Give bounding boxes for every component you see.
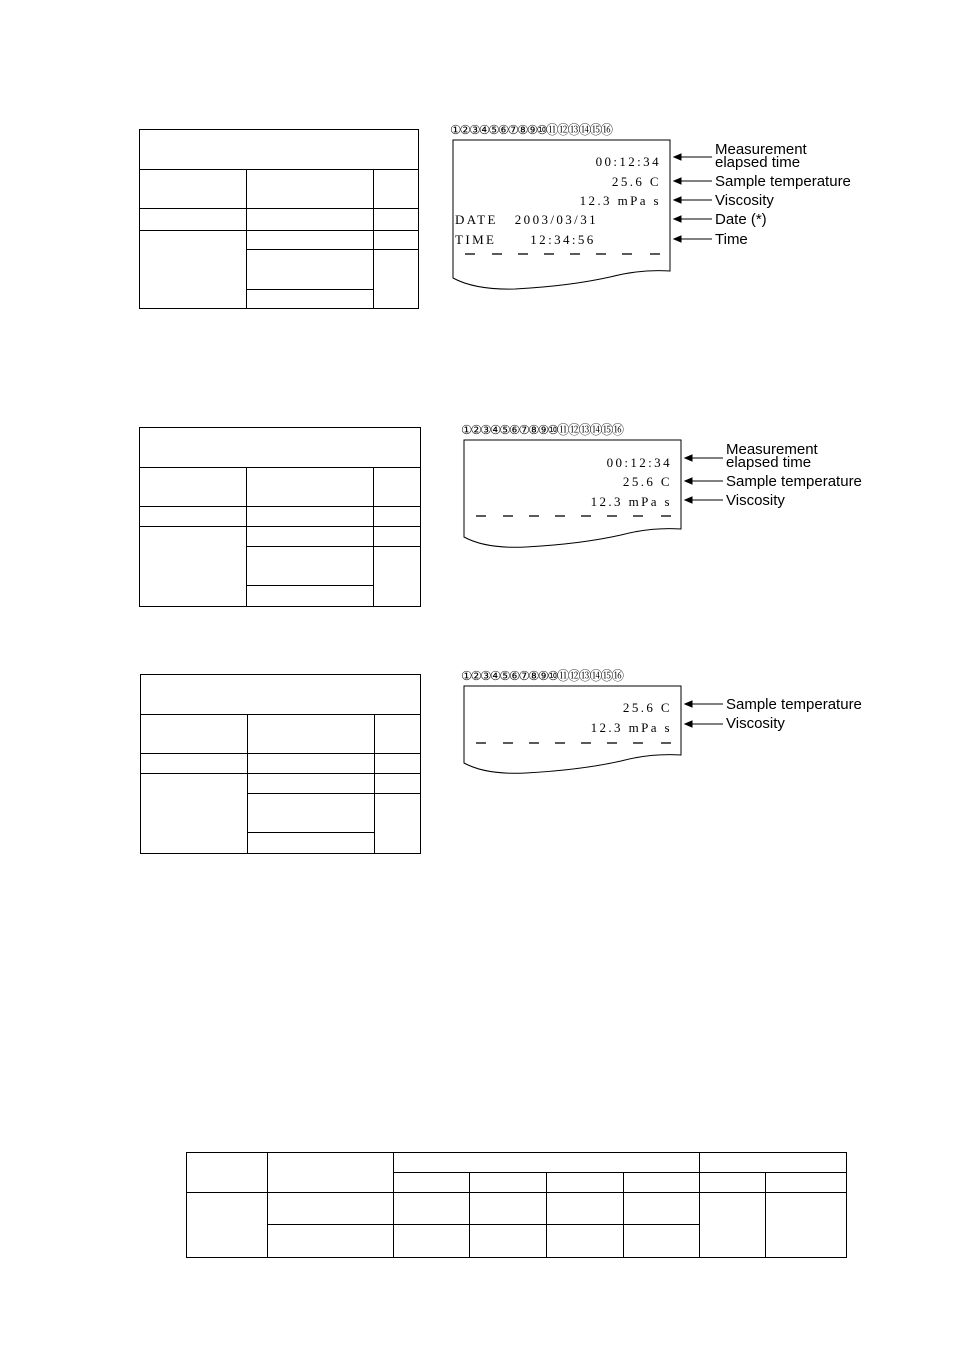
callout-viscosity: Viscosity	[715, 192, 774, 209]
temperature-value: 25.6 C	[622, 474, 672, 489]
settings-table-3	[140, 674, 421, 854]
callout-measurement: Measurement	[715, 141, 807, 158]
elapsed-time-value: 00:12:34	[606, 455, 672, 470]
dash-separator	[461, 738, 691, 748]
printout-sample-full	[450, 123, 870, 293]
column-number-row: ①②③④⑤⑥⑦⑧⑨⑩⑪⑫⑬⑭⑮⑯	[461, 422, 623, 437]
dash-separator	[450, 249, 680, 259]
time-line: TIME 12:34:56	[455, 232, 596, 247]
callout-viscosity: Viscosity	[726, 492, 785, 509]
callout-sample-temperature: Sample temperature	[715, 173, 851, 190]
printout-sample-minimal	[461, 669, 881, 779]
callout-sample-temperature: Sample temperature	[726, 696, 862, 713]
bottom-table	[186, 1152, 847, 1258]
temperature-value: 25.6 C	[611, 174, 661, 189]
column-number-row: ①②③④⑤⑥⑦⑧⑨⑩⑪⑫⑬⑭⑮⑯	[461, 668, 623, 683]
viscosity-value: 12.3 mPa s	[590, 720, 672, 735]
callout-elapsed-time: elapsed time	[715, 154, 801, 171]
dash-separator	[461, 511, 691, 521]
callout-elapsed-time: elapsed time	[726, 454, 812, 471]
callout-time: Time	[715, 231, 748, 248]
viscosity-value: 12.3 mPa s	[579, 193, 661, 208]
callout-sample-temperature: Sample temperature	[726, 473, 862, 490]
settings-table-1	[139, 129, 419, 309]
callout-measurement: Measurement	[726, 441, 818, 458]
settings-table-2	[139, 427, 421, 607]
elapsed-time-value: 00:12:34	[595, 154, 661, 169]
viscosity-value: 12.3 mPa s	[590, 494, 672, 509]
date-line: DATE 2003/03/31	[455, 212, 598, 227]
callout-viscosity: Viscosity	[726, 715, 785, 732]
temperature-value: 25.6 C	[622, 700, 672, 715]
callout-date: Date (*)	[715, 211, 767, 228]
printout-sample-time	[461, 423, 881, 553]
column-number-row: ①②③④⑤⑥⑦⑧⑨⑩⑪⑫⑬⑭⑮⑯	[450, 122, 612, 137]
